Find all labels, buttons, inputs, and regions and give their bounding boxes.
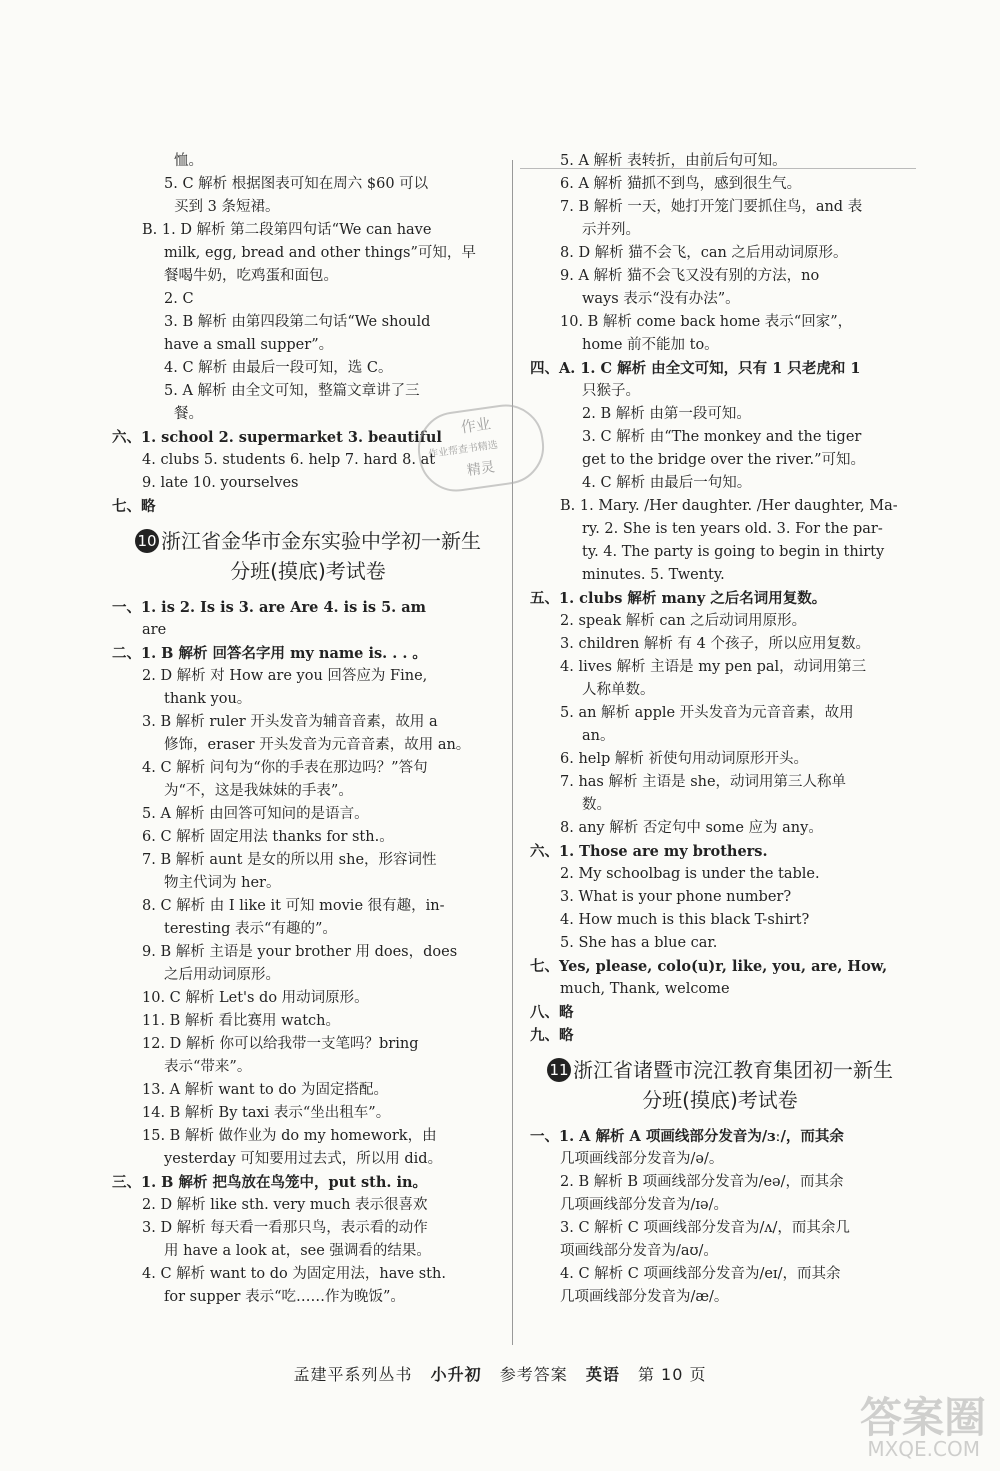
answer-line: 3. B 解析 ruler 开头发音为辅音音素，故用 a <box>142 714 438 730</box>
answer-line: 7. B 解析 aunt 是女的所以用 she，形容词性 <box>142 852 437 868</box>
answer-line: 项画线部分发音为/aʊ/。 <box>560 1243 718 1259</box>
answer-line: 3. C 解析 C 项画线部分发音为/ʌ/，而其余几 <box>560 1220 850 1236</box>
answer-line: yesterday 可知要用过去式，所以用 did。 <box>164 1151 443 1167</box>
footer-page-number: 第 10 页 <box>637 1365 707 1384</box>
answer-line: 之后用动词原形。 <box>164 967 280 983</box>
answer-line: 14. B 解析 By taxi 表示“坐出租车”。 <box>142 1105 391 1121</box>
answer-line: teresting 表示“有趣的”。 <box>164 921 337 937</box>
answer-line: 6. C 解析 固定用法 thanks for sth.。 <box>142 829 394 845</box>
answer-line: 几项画线部分发音为/æ/。 <box>560 1289 729 1305</box>
answer-line: for supper 表示“吃……作为晚饭”。 <box>164 1289 405 1305</box>
answer-line: 四、A. 1. C 解析 由全文可知，只有 1 只老虎和 1 <box>530 360 861 377</box>
answer-line: 六、1. Those are my brothers. <box>530 843 768 860</box>
answer-line: 9. late 10. yourselves <box>142 475 299 491</box>
footer-answers: 参考答案 <box>499 1365 568 1384</box>
answer-line: 4. How much is this black T-shirt? <box>560 912 810 928</box>
answer-line: 9. B 解析 主语是 your brother 用 does，does <box>142 944 458 960</box>
watermark-logo: 答案圈 <box>859 1393 986 1442</box>
answer-line: 5. C 解析 根据图表可知在周六 $60 可以 <box>164 176 429 192</box>
answer-line: 3. children 解析 有 4 个孩子，所以应用复数。 <box>560 636 870 652</box>
answer-line: 8. C 解析 由 I like it 可知 movie 很有趣，in- <box>142 898 445 914</box>
answer-line: 恤。 <box>174 153 203 169</box>
stamp-line2: 作业帮查书精选 <box>427 439 499 461</box>
answer-line: 6. help 解析 祈使句用动词原形开头。 <box>560 751 808 767</box>
answer-line: 3. D 解析 每天看一看那只鸟，表示看的动作 <box>142 1220 428 1236</box>
answer-line: 八、略 <box>530 1004 574 1021</box>
watermark <box>786 1385 986 1465</box>
answer-line: 9. A 解析 猫不会飞又没有别的方法，no <box>560 268 820 284</box>
answer-line: 为“不，这是我妹妹的手表”。 <box>164 783 353 799</box>
answer-line: 10. B 解析 come back home 表示“回家”， <box>560 314 853 330</box>
section-title-line2: 分班(摸底)考试卷 <box>230 559 386 583</box>
answer-line: 7. has 解析 主语是 she，动词用第三人称单 <box>560 774 847 790</box>
right-column <box>530 150 910 1309</box>
answer-line: 5. an 解析 apple 开头发音为元音音素，故用 <box>560 705 854 721</box>
answer-line: 2. B 解析 由第一段可知。 <box>582 406 751 422</box>
answer-line: 三、1. B 解析 把鸟放在鸟笼中，put sth. in。 <box>112 1174 428 1191</box>
answer-line: 15. B 解析 做作业为 do my homework，由 <box>142 1128 437 1144</box>
answer-line: 二、1. B 解析 回答名字用 my name is. . . 。 <box>112 645 427 662</box>
section-title-line1: 浙江省金华市金东实验中学初一新生 <box>161 529 481 553</box>
footer-subject: 英语 <box>585 1365 620 1384</box>
answer-line: ty. 4. The party is going to begin in thirty <box>582 544 885 560</box>
watermark-site: MXQE.COM <box>867 1437 980 1461</box>
answer-line: 10. C 解析 Let's do 用动词原形。 <box>142 990 369 1006</box>
answer-line: 5. A 解析 由全文可知，整篇文章讲了三 <box>164 383 420 399</box>
answer-line: 3. What is your phone number? <box>560 889 792 905</box>
answer-line: 五、1. clubs 解析 many 之后名词用复数。 <box>530 590 827 607</box>
answer-line: 4. C 解析 want to do 为固定用法，have sth. <box>142 1266 446 1282</box>
answer-line: 餐喝牛奶，吃鸡蛋和面包。 <box>164 268 338 284</box>
section-number-badge: 10 <box>135 529 159 553</box>
answer-line: thank you。 <box>164 691 252 707</box>
answer-line: 几项画线部分发音为/ɪə/。 <box>560 1197 728 1213</box>
answer-line: 5. A 解析 表转折，由前后句可知。 <box>560 153 787 169</box>
answer-line: 4. C 解析 C 项画线部分发音为/eɪ/，而其余 <box>560 1266 841 1282</box>
stamp-line1: 作业 <box>459 414 492 437</box>
answer-line: get to the bridge over the river.”可知。 <box>582 452 866 468</box>
answer-line: 2. speak 解析 can 之后动词用原形。 <box>560 613 807 629</box>
answer-line: 2. My schoolbag is under the table. <box>560 866 820 882</box>
answer-line: ry. 2. She is ten years old. 3. For the par- <box>582 521 883 537</box>
answer-line: 4. C 解析 由最后一句知。 <box>582 475 752 491</box>
answer-line: 物主代词为 her。 <box>164 875 281 891</box>
answer-line: 2. D 解析 like sth. very much 表示很喜欢 <box>142 1197 428 1213</box>
answer-line: milk, egg, bread and other things”可知，早 <box>164 245 476 261</box>
answer-line: 一、1. A 解析 A 项画线部分发音为/ɜː/，而其余 <box>530 1128 844 1145</box>
answer-line: home 前不能加 to。 <box>582 337 719 353</box>
answer-line: 2. B 解析 B 项画线部分发音为/eə/，而其余 <box>560 1174 844 1190</box>
footer-level: 小升初 <box>430 1365 482 1384</box>
answer-line: 只猴子。 <box>582 383 640 399</box>
section-title <box>112 526 504 586</box>
answer-line: 4. clubs 5. students 6. help 7. hard 8. at <box>142 452 436 468</box>
answer-line: 修饰，eraser 开头发音为元音音素，故用 an。 <box>164 737 471 753</box>
answer-line: 11. B 解析 看比赛用 watch。 <box>142 1013 340 1029</box>
answer-line: 3. C 解析 由“The monkey and the tiger <box>582 429 862 445</box>
answer-line: have a small supper”。 <box>164 337 334 353</box>
answer-line: 7. B 解析 一天，她打开笼门要抓住鸟，and 表 <box>560 199 863 215</box>
answer-line: minutes. 5. Twenty. <box>582 567 725 583</box>
answer-line: 示并列。 <box>582 222 640 238</box>
answer-line: an。 <box>582 728 615 744</box>
section-title-line1: 浙江省诸暨市浣江教育集团初一新生 <box>573 1058 893 1082</box>
answer-line: are <box>142 622 167 638</box>
answer-line: 买到 3 条短裙。 <box>174 199 280 215</box>
answer-line: 餐。 <box>174 406 203 422</box>
section-title-line2: 分班(摸底)考试卷 <box>642 1088 798 1112</box>
answer-line: 几项画线部分发音为/ə/。 <box>560 1151 724 1167</box>
footer-series: 孟建平系列丛书 <box>293 1365 413 1384</box>
stamp-line3: 精灵 <box>465 459 496 480</box>
answer-line: 12. D 解析 你可以给我带一支笔吗？bring <box>142 1036 419 1052</box>
answer-line: 九、略 <box>530 1027 574 1044</box>
answer-line: 4. lives 解析 主语是 my pen pal，动词用第三 <box>560 659 867 675</box>
answer-line: 4. C 解析 问句为“你的手表在那边吗？”答句 <box>142 760 428 776</box>
answer-line: much, Thank, welcome <box>560 981 730 997</box>
answer-line: 2. C <box>164 291 194 307</box>
answer-line: 七、Yes, please, colo(u)r, like, you, are, How, <box>530 958 888 975</box>
answer-line: 六、1. school 2. supermarket 3. beautiful <box>112 429 442 446</box>
answer-line: 一、1. is 2. Is is 3. are Are 4. is is 5. am <box>112 599 427 616</box>
answer-line: 8. any 解析 否定句中 some 应为 any。 <box>560 820 823 836</box>
answer-line: 表示“带来”。 <box>164 1059 252 1075</box>
answer-line: 6. A 解析 猫抓不到鸟，感到很生气。 <box>560 176 802 192</box>
answer-line: 七、略 <box>112 498 156 515</box>
answer-line: 13. A 解析 want to do 为固定搭配。 <box>142 1082 388 1098</box>
answer-line: 8. D 解析 猫不会飞，can 之后用动词原形。 <box>560 245 848 261</box>
answer-line: 4. C 解析 由最后一段可知，选 C。 <box>164 360 393 376</box>
answer-line: 用 have a look at，see 强调看的结果。 <box>164 1243 431 1259</box>
answer-line: ways 表示“没有办法”。 <box>582 291 740 307</box>
section-title <box>530 1055 910 1115</box>
answer-line: 人称单数。 <box>582 682 655 698</box>
section-number-badge: 11 <box>547 1058 571 1082</box>
answer-line: 5. She has a blue car. <box>560 935 718 951</box>
answer-line: B. 1. Mary. /Her daughter. /Her daughter, Ma- <box>560 498 898 514</box>
answer-line: 3. B 解析 由第四段第二句话“We should <box>164 314 431 330</box>
left-column <box>112 150 504 1309</box>
answer-line: 2. D 解析 对 How are you 回答应为 Fine, <box>142 668 428 684</box>
answer-line: B. 1. D 解析 第二段第四句话“We can have <box>142 222 432 238</box>
answer-line: 数。 <box>582 797 611 813</box>
page-footer <box>0 1362 1000 1385</box>
column-divider <box>512 160 513 1345</box>
answer-line: 5. A 解析 由回答可知问的是语言。 <box>142 806 369 822</box>
